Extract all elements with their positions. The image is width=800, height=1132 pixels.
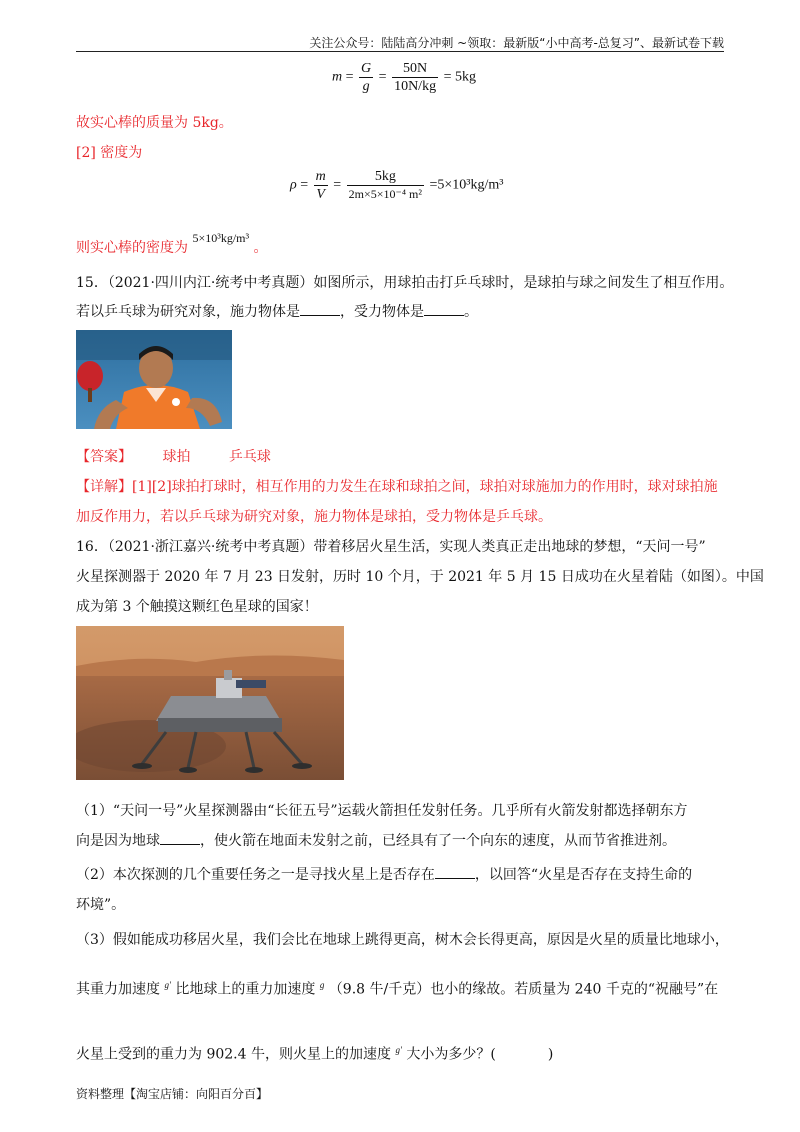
- formula-density-eq: =: [300, 177, 309, 193]
- formula-mass-lhs: m: [332, 69, 343, 85]
- formula-density-result: =5×10³kg/m³: [429, 177, 504, 193]
- formula-density-num1: m: [315, 169, 326, 184]
- formula-mass-den2: 10N/kg: [394, 79, 437, 94]
- q15-blank-1: [300, 303, 340, 316]
- header-divider: [76, 51, 724, 52]
- q15-stem-part3: 。: [464, 304, 478, 320]
- q16-part3-line3: [76, 1040, 553, 1065]
- q16-part1-line2: [76, 831, 676, 851]
- formula-mass-den1: g: [362, 79, 370, 94]
- formula-mass-num1: G: [361, 61, 372, 76]
- q16-part2-text2: ，以回答“火星是否存在支持生命的: [474, 867, 693, 883]
- formula-density-num2: 5kg: [347, 168, 424, 186]
- q16-part3-text2: 比地球上的重力加速度: [175, 981, 316, 998]
- q16-part3-text3: （9.8 牛/千克）也小的缘故。若质量为 240 千克的“祝融号”在: [328, 981, 719, 998]
- formula-density-eq2: =: [333, 177, 342, 193]
- q16-part3-line1: （3）假如能成功移居火星，我们会比在地球上跳得更高，树木会长得更高，原因是火星的质量比地球小，: [76, 932, 729, 948]
- q15-detail-line1: 【详解】[1][2]球拍打球时，相互作用的力发生在球和球拍之间，球拍对球施加力的作用时，球对球拍施: [76, 479, 718, 495]
- formula-density-den1: V: [316, 187, 325, 202]
- q14-density-conclusion: [76, 228, 268, 258]
- q16-part3-text6: ): [547, 1046, 554, 1063]
- q15-stem-part2: ，受力物体是: [340, 304, 424, 320]
- formula-mass-eq: =: [345, 69, 354, 85]
- q15-answer-label: 【答案】: [76, 449, 132, 465]
- q15-stem-part1: 若以乒乓球为研究对象，施力物体是: [76, 304, 300, 320]
- q16-part3-text5: 大小为多少？(: [406, 1046, 496, 1063]
- q15-stem-line1: 15．（2021·四川内江·统考中考真题）如图所示，用球拍击打乒乓球时，是球拍与球之间发生了相互作用。: [76, 275, 734, 291]
- q15-answer: [76, 447, 271, 467]
- q16-stem-line2: 火星探测器于 2020 年 7 月 23 日发射，历时 10 个月，于 2021 年 5 月 15 日成功在火星着陆（如图）。中国: [76, 569, 764, 585]
- q16-symbol-g-prime-2: g′: [395, 1045, 402, 1055]
- q14-density-suffix: 。: [253, 240, 268, 256]
- q15-stem-line2: [76, 302, 478, 322]
- formula-mass-frac1: [359, 60, 373, 95]
- q16-part3-text1: 其重力加速度: [76, 981, 160, 998]
- q16-blank-2: [435, 866, 475, 879]
- page-header: 关注公众号：陆陆高分冲刺 ~领取：最新版“小中高考-总复习”、最新试卷下载: [309, 36, 724, 50]
- formula-mass-num2: 50N: [392, 60, 438, 78]
- q16-symbol-g-prime-1: g′: [164, 980, 171, 990]
- q16-part1-text2: ，使火箭在地面未发射之前，已经具有了一个向东的速度，从而节省推进剂。: [200, 833, 676, 849]
- q15-detail-line2: 加反作用力，若以乒乓球为研究对象，施力物体是球拍，受力物体是乒乓球。: [76, 509, 552, 525]
- formula-density-frac2: [347, 168, 424, 203]
- q14-density-intro: [2] 密度为: [76, 145, 143, 161]
- q15-blank-2: [424, 303, 464, 316]
- q15-answer-2: 乒乓球: [228, 449, 271, 465]
- q16-part2-line1: [76, 865, 692, 885]
- pingpong-player-photo: [76, 330, 232, 429]
- formula-mass-eq2: =: [378, 69, 387, 85]
- formula-mass-frac2: [392, 60, 438, 95]
- q16-part3-line2: [76, 975, 718, 1000]
- q16-stem-line1: 16．（2021·浙江嘉兴·统考中考真题）带着移居火星生活，实现人类真正走出地球的梦想，“天问一号”: [76, 539, 706, 555]
- q16-symbol-g: g: [319, 980, 325, 990]
- q15-answer-1: 球拍: [162, 449, 191, 465]
- formula-mass-result: = 5kg: [443, 69, 476, 85]
- formula-density-den2: 2m×5×10⁻⁴ m²: [348, 187, 422, 201]
- q16-stem-line3: 成为第 3 个触摸这颗红色星球的国家！: [76, 599, 318, 615]
- q16-blank-1: [160, 832, 200, 845]
- formula-density: [290, 168, 503, 203]
- mars-lander-photo: [76, 626, 344, 780]
- formula-mass: [332, 60, 476, 95]
- q16-part1-line1: （1）“天问一号”火星探测器由“长征五号”运载火箭担任发射任务。几乎所有火箭发射都选择朝东方: [76, 803, 688, 819]
- q16-part2-text1: （2）本次探测的几个重要任务之一是寻找火星上是否存在: [76, 867, 435, 883]
- q14-density-prefix: 则实心棒的密度为: [76, 240, 188, 256]
- formula-density-lhs: ρ: [290, 177, 297, 193]
- q16-part1-text1: 向是因为地球: [76, 833, 160, 849]
- q16-part2-line2: 环境”。: [76, 897, 126, 913]
- q14-mass-conclusion: 故实心棒的质量为 5kg。: [76, 115, 233, 131]
- formula-density-frac1: [314, 168, 328, 203]
- q14-density-value: 5×10³kg/m³: [192, 231, 250, 245]
- q16-part3-text4: 火星上受到的重力为 902.4 牛，则火星上的加速度: [76, 1046, 391, 1063]
- page-footer: 资料整理【淘宝店铺：向阳百分百】: [76, 1087, 269, 1101]
